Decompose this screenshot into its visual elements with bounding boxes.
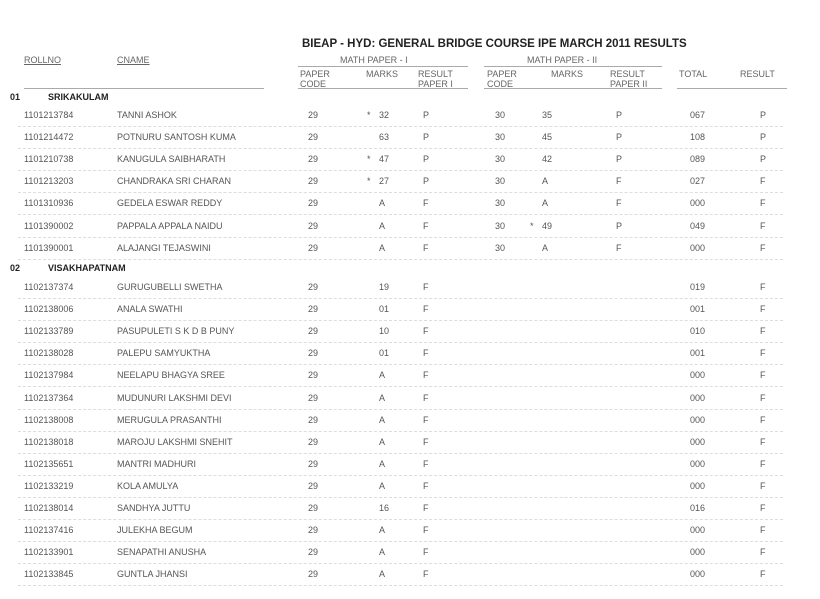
paper1-result: P — [423, 176, 430, 187]
paper1-marks — [367, 415, 407, 425]
table-row — [0, 410, 820, 432]
roll-number: 1101213784 — [24, 110, 74, 120]
paper1-result: F — [423, 436, 429, 447]
paper2-marks — [530, 481, 575, 491]
candidate-name: CHANDRAKA SRI CHARAN — [117, 176, 232, 187]
final-result: F — [760, 392, 766, 403]
group-code: 01 — [10, 92, 21, 102]
paper1-result: F — [423, 503, 429, 513]
table-row — [0, 365, 820, 387]
marks-value: A — [379, 198, 386, 209]
table-row — [0, 321, 820, 343]
final-result: F — [760, 198, 766, 209]
paper1-code: 29 — [308, 414, 319, 425]
paper1-code: 29 — [308, 458, 319, 469]
roll-number: 1102133219 — [24, 480, 74, 491]
total-marks: 000 — [690, 480, 706, 491]
total-marks: 000 — [690, 458, 706, 469]
roll-number: 1102137374 — [24, 282, 74, 292]
header-result: RESULT — [740, 69, 775, 79]
marks-value: A — [379, 436, 386, 447]
roll-number: 1102137984 — [24, 370, 74, 381]
table-row — [0, 564, 820, 586]
total-marks: 001 — [690, 348, 706, 359]
paper1-code: 29 — [308, 220, 319, 231]
total-marks: 019 — [690, 282, 706, 292]
report-title: BIEAP - HYD: GENERAL BRIDGE COURSE IPE MARCH 2011 RESULTS — [302, 38, 687, 50]
paper1-marks — [367, 481, 407, 491]
roll-number: 1102137364 — [24, 392, 74, 403]
paper1-marks — [367, 304, 407, 314]
paper1-marks — [367, 243, 407, 253]
table-row — [0, 454, 820, 476]
marks-value: A — [379, 480, 386, 491]
candidate-name: GEDELA ESWAR REDDY — [117, 198, 223, 209]
header-rule-paper1 — [298, 88, 468, 89]
marks-value: 19 — [379, 282, 390, 292]
paper1-code: 29 — [308, 154, 319, 165]
table-row — [0, 388, 820, 410]
paper1-code: 29 — [308, 176, 319, 187]
paper1-marks — [367, 198, 407, 208]
paper2-result: P — [616, 132, 623, 143]
final-result: F — [760, 458, 766, 469]
paper1-marks — [367, 154, 407, 164]
final-result: F — [760, 348, 766, 359]
paper1-result: F — [423, 458, 429, 469]
marks-value: A — [379, 392, 386, 403]
paper1-result: F — [423, 304, 429, 315]
paper2-result: F — [616, 176, 622, 187]
candidate-name: PALEPU SAMYUKTHA — [117, 348, 211, 359]
paper2-marks — [530, 282, 575, 292]
candidate-name: ANALA SWATHI — [117, 304, 183, 315]
roll-number: 1102133901 — [24, 547, 74, 558]
candidate-name: POTNURU SANTOSH KUMA — [117, 132, 236, 143]
header-math-paper-1: MATH PAPER - I — [340, 55, 408, 65]
table-row — [0, 105, 820, 127]
roll-number: 1102138028 — [24, 348, 74, 359]
final-result: F — [760, 480, 766, 491]
final-result: F — [760, 436, 766, 447]
total-marks: 010 — [690, 326, 706, 337]
paper2-marks — [530, 221, 575, 231]
marks-value: A — [379, 414, 386, 425]
paper2-code: 30 — [495, 132, 506, 143]
final-result: F — [760, 304, 766, 315]
total-marks: 000 — [690, 569, 706, 580]
marks-value: 47 — [379, 154, 390, 165]
marks-value: A — [379, 547, 386, 558]
paper1-code: 29 — [308, 436, 319, 447]
paper2-marks — [530, 348, 575, 358]
paper1-result: P — [423, 110, 430, 120]
paper1-result: F — [423, 242, 429, 253]
final-result: F — [760, 503, 766, 513]
total-marks: 089 — [690, 154, 706, 165]
paper2-result: F — [616, 198, 622, 209]
paper2-marks — [530, 326, 575, 336]
candidate-name: SENAPATHI ANUSHA — [117, 547, 207, 558]
final-result: F — [760, 220, 766, 231]
candidate-name: JULEKHA BEGUM — [117, 525, 193, 536]
marks-value: 32 — [379, 110, 390, 120]
total-marks: 000 — [690, 370, 706, 381]
table-row — [0, 542, 820, 564]
final-result: P — [760, 110, 767, 120]
total-marks: 049 — [690, 220, 706, 231]
paper2-marks — [530, 547, 575, 557]
marks-value: 45 — [542, 132, 553, 143]
paper2-result: P — [616, 154, 623, 165]
row-divider — [18, 585, 783, 586]
paper1-marks — [367, 326, 407, 336]
roll-number: 1101210738 — [24, 154, 74, 165]
marks-value: 35 — [542, 110, 553, 120]
paper1-code: 29 — [308, 547, 319, 558]
header-math-paper-2: MATH PAPER - II — [527, 55, 598, 65]
table-row — [0, 216, 820, 238]
total-marks: 000 — [690, 525, 706, 536]
paper2-marks — [530, 154, 575, 164]
candidate-name: KOLA AMULYA — [117, 480, 179, 491]
paper2-rule — [484, 66, 662, 67]
table-row — [0, 193, 820, 215]
marks-value: 01 — [379, 348, 390, 359]
paper2-code: 30 — [495, 220, 506, 231]
paper1-marks — [367, 393, 407, 403]
paper1-code: 29 — [308, 503, 319, 513]
header-cname: CNAME — [117, 55, 150, 65]
total-marks: 108 — [690, 132, 706, 143]
grace-marker: * — [367, 176, 371, 187]
group-code: 02 — [10, 263, 21, 273]
paper1-code: 29 — [308, 198, 319, 209]
table-row — [0, 171, 820, 193]
roll-number: 1101390002 — [24, 220, 74, 231]
marks-value: 42 — [542, 154, 553, 165]
table-row — [0, 277, 820, 299]
paper1-result: F — [423, 282, 429, 292]
header-result-paper-2: RESULT PAPER II — [610, 69, 648, 89]
final-result: F — [760, 242, 766, 253]
header-marks-2: MARKS — [551, 69, 584, 79]
paper1-result: F — [423, 414, 429, 425]
final-result: F — [760, 176, 766, 187]
paper1-code: 29 — [308, 525, 319, 536]
paper1-marks — [367, 221, 407, 231]
total-marks: 000 — [690, 198, 706, 209]
table-row — [0, 476, 820, 498]
paper1-result: P — [423, 132, 430, 143]
paper1-result: P — [423, 154, 430, 165]
paper2-marks — [530, 393, 575, 403]
paper1-marks — [367, 282, 407, 292]
roll-number: 1102138008 — [24, 414, 74, 425]
grace-marker: * — [367, 110, 371, 120]
header-paper-code-1: PAPER CODE — [300, 69, 330, 89]
paper2-marks — [530, 243, 575, 253]
paper1-code: 29 — [308, 480, 319, 491]
table-row — [0, 520, 820, 542]
roll-number: 1101390001 — [24, 242, 74, 253]
paper1-code: 29 — [308, 132, 319, 143]
header-marks-1: MARKS — [366, 69, 399, 79]
paper1-result: F — [423, 525, 429, 536]
final-result: P — [760, 154, 767, 165]
paper1-result: F — [423, 370, 429, 381]
candidate-name: NEELAPU BHAGYA SREE — [117, 370, 225, 381]
paper1-result: F — [423, 348, 429, 359]
final-result: F — [760, 569, 766, 580]
header-rule-right — [677, 88, 787, 89]
paper1-rule — [298, 66, 468, 67]
marks-value: A — [379, 370, 386, 381]
paper1-code: 29 — [308, 569, 319, 580]
group-header — [10, 263, 126, 273]
total-marks: 067 — [690, 110, 706, 120]
grace-marker: * — [530, 220, 534, 231]
marks-value: A — [542, 242, 549, 253]
candidate-name: TANNI ASHOK — [117, 110, 177, 120]
roll-number: 1101214472 — [24, 132, 74, 143]
roll-number: 1101310936 — [24, 198, 74, 209]
paper2-marks — [530, 569, 575, 579]
final-result: F — [760, 326, 766, 337]
candidate-name: MERUGULA PRASANTHI — [117, 414, 222, 425]
candidate-name: PAPPALA APPALA NAIDU — [117, 220, 223, 231]
final-result: F — [760, 525, 766, 536]
paper1-marks — [367, 459, 407, 469]
marks-value: A — [542, 176, 549, 187]
marks-value: A — [379, 458, 386, 469]
table-row — [0, 432, 820, 454]
roll-number: 1102138014 — [24, 503, 74, 513]
paper2-marks — [530, 132, 575, 142]
paper2-result: P — [616, 220, 623, 231]
table-row — [0, 127, 820, 149]
paper1-result: F — [423, 220, 429, 231]
paper2-marks — [530, 525, 575, 535]
paper1-result: F — [423, 480, 429, 491]
paper1-marks — [367, 525, 407, 535]
paper2-marks — [530, 415, 575, 425]
paper2-marks — [530, 437, 575, 447]
group-name: VISAKHAPATNAM — [48, 263, 126, 273]
paper2-code: 30 — [495, 242, 506, 253]
header-rule-left — [24, 88, 264, 89]
paper2-result: F — [616, 242, 622, 253]
paper1-code: 29 — [308, 370, 319, 381]
final-result: F — [760, 547, 766, 558]
marks-value: A — [379, 525, 386, 536]
paper1-code: 29 — [308, 110, 319, 120]
table-row — [0, 299, 820, 321]
candidate-name: GUNTLA JHANSI — [117, 569, 188, 580]
final-result: F — [760, 282, 766, 292]
roll-number: 1102138006 — [24, 304, 74, 315]
paper1-code: 29 — [308, 304, 319, 315]
table-row — [0, 343, 820, 365]
candidate-name: KANUGULA SAIBHARATH — [117, 154, 226, 165]
final-result: F — [760, 370, 766, 381]
candidate-name: MUDUNURI LAKSHMI DEVI — [117, 392, 232, 403]
final-result: F — [760, 414, 766, 425]
header-rollno: ROLLNO — [24, 55, 62, 65]
paper2-marks — [530, 198, 575, 208]
table-row — [0, 149, 820, 171]
roll-number: 1102135651 — [24, 458, 74, 469]
paper1-result: F — [423, 198, 429, 209]
marks-value: 01 — [379, 304, 390, 315]
table-row — [0, 498, 820, 520]
header-total: TOTAL — [679, 69, 708, 79]
paper1-marks — [367, 176, 407, 186]
paper2-marks — [530, 370, 575, 380]
paper2-code: 30 — [495, 110, 506, 120]
paper1-code: 29 — [308, 392, 319, 403]
group-name: SRIKAKULAM — [48, 92, 109, 102]
marks-value: A — [379, 220, 386, 231]
paper1-marks — [367, 437, 407, 447]
header-paper-code-2: PAPER CODE — [487, 69, 517, 89]
paper2-marks — [530, 503, 575, 513]
paper1-result: F — [423, 547, 429, 558]
paper1-marks — [367, 132, 407, 142]
group-header — [10, 92, 109, 102]
paper1-code: 29 — [308, 242, 319, 253]
final-result: P — [760, 132, 767, 143]
total-marks: 000 — [690, 436, 706, 447]
candidate-name: MANTRI MADHURI — [117, 458, 196, 469]
total-marks: 000 — [690, 392, 706, 403]
marks-value: 16 — [379, 503, 390, 513]
paper2-code: 30 — [495, 176, 506, 187]
table-row — [0, 238, 820, 260]
total-marks: 001 — [690, 304, 706, 315]
candidate-name: SANDHYA JUTTU — [117, 503, 191, 513]
candidate-name: ALAJANGI TEJASWINI — [117, 242, 211, 253]
total-marks: 000 — [690, 547, 706, 558]
paper1-marks — [367, 503, 407, 513]
total-marks: 016 — [690, 503, 706, 513]
paper1-marks — [367, 110, 407, 120]
header-rule-paper2 — [484, 88, 662, 89]
roll-number: 1102133845 — [24, 569, 74, 580]
roll-number: 1102137416 — [24, 525, 74, 536]
roll-number: 1102138018 — [24, 436, 74, 447]
row-divider — [18, 259, 783, 260]
paper2-code: 30 — [495, 198, 506, 209]
paper1-result: F — [423, 569, 429, 580]
candidate-name: GURUGUBELLI SWETHA — [117, 282, 223, 292]
total-marks: 027 — [690, 176, 706, 187]
paper2-code: 30 — [495, 154, 506, 165]
total-marks: 000 — [690, 242, 706, 253]
paper1-marks — [367, 370, 407, 380]
paper1-code: 29 — [308, 326, 319, 337]
paper2-result: P — [616, 110, 623, 120]
candidate-name: PASUPULETI S K D B PUNY — [117, 326, 235, 337]
marks-value: 49 — [542, 220, 553, 231]
paper1-code: 29 — [308, 282, 319, 292]
paper1-marks — [367, 348, 407, 358]
paper2-marks — [530, 304, 575, 314]
roll-number: 1101213203 — [24, 176, 74, 187]
marks-value: 10 — [379, 326, 390, 337]
paper2-marks — [530, 459, 575, 469]
paper1-marks — [367, 547, 407, 557]
paper2-marks — [530, 110, 575, 120]
paper1-result: F — [423, 326, 429, 337]
roll-number: 1102133789 — [24, 326, 74, 337]
paper1-marks — [367, 569, 407, 579]
marks-value: A — [379, 569, 386, 580]
marks-value: A — [379, 242, 386, 253]
paper2-marks — [530, 176, 575, 186]
header-result-paper-1: RESULT PAPER I — [418, 69, 453, 89]
marks-value: A — [542, 198, 549, 209]
grace-marker: * — [367, 154, 371, 165]
marks-value: 63 — [379, 132, 390, 143]
paper1-code: 29 — [308, 348, 319, 359]
total-marks: 000 — [690, 414, 706, 425]
candidate-name: MAROJU LAKSHMI SNEHIT — [117, 436, 233, 447]
marks-value: 27 — [379, 176, 390, 187]
paper1-result: F — [423, 392, 429, 403]
